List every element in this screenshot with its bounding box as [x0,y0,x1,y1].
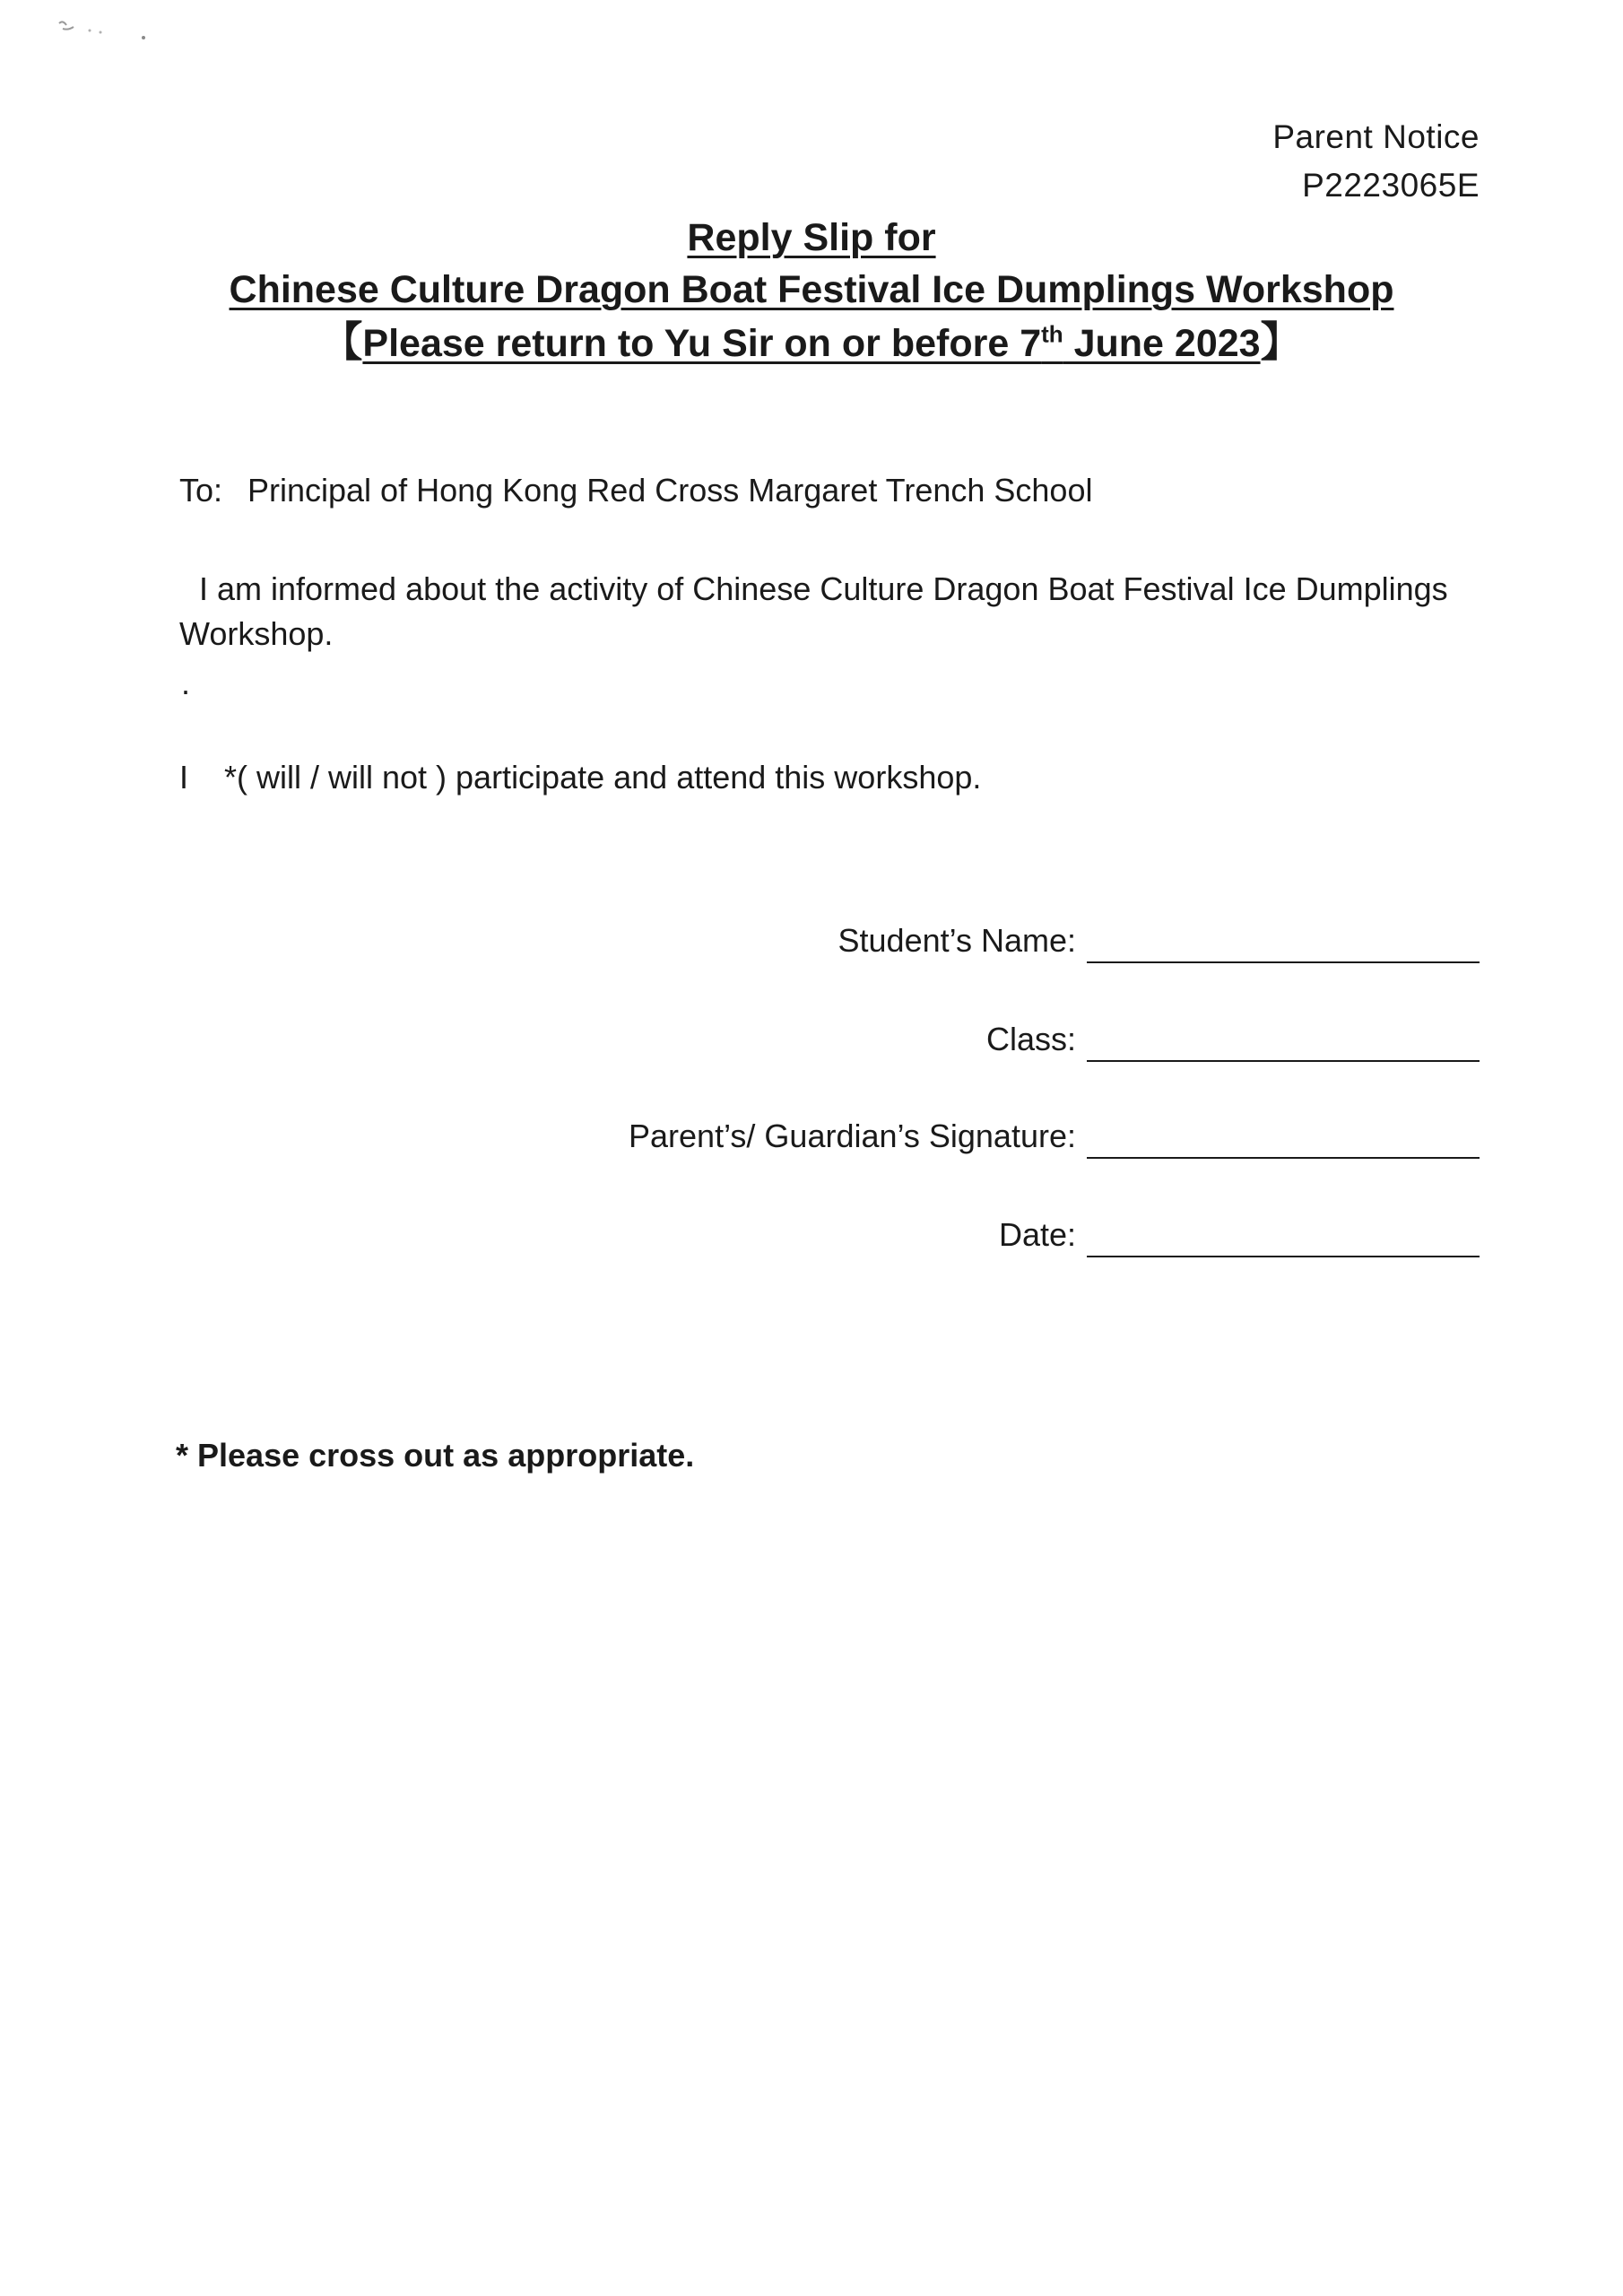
deadline-text [362,322,1260,365]
class-label: Class: [985,1021,1076,1057]
signature-field [629,1105,1480,1159]
class-field [986,1008,1480,1062]
signature-label: Parent’s/ Guardian’s Signature: [629,1118,1076,1154]
class-input-line[interactable] [1087,1019,1480,1062]
deadline-month-year: June 2023 [1063,322,1261,365]
recipient-name: Principal of Hong Kong Red Cross Margaret Trench School [247,472,1093,509]
student-name-field [838,909,1480,963]
right-bracket: 】 [1260,318,1302,365]
return-deadline [0,316,1623,370]
scan-specks-decoration [54,13,161,48]
deadline-ordinal: th [1041,320,1063,348]
stray-dot: . [181,665,191,701]
informed-statement: I am informed about the activity of Chinese Culture Dragon Boat Festival Ice Dumplings Workshop. [179,570,1448,652]
date-label: Date: [998,1216,1076,1253]
participation-choice[interactable]: *( will / will not ) participate and attend this workshop. [224,759,982,796]
title-workshop-name: Chinese Culture Dragon Boat Festival Ice Dumplings Workshop [229,268,1394,311]
date-input-line[interactable] [1087,1214,1480,1257]
notice-header [1272,113,1480,210]
student-name-input-line[interactable] [1087,920,1480,963]
participation-pronoun: I [179,759,189,796]
signature-input-line[interactable] [1087,1116,1480,1159]
left-bracket: 【 [321,318,363,365]
footnote: * Please cross out as appropriate. [176,1437,695,1474]
deadline-main: Please return to Yu Sir on or before 7 [362,322,1042,365]
participation-statement [179,755,981,800]
date-field [999,1204,1480,1257]
student-name-label: Student’s Name: [838,922,1076,959]
notice-code: P2223065E [1302,167,1480,204]
recipient-line [179,468,1092,513]
title-block [0,212,1623,370]
title-reply-slip: Reply Slip for [687,216,936,259]
notice-label: Parent Notice [1272,118,1480,155]
recipient-label: To: [179,472,223,509]
